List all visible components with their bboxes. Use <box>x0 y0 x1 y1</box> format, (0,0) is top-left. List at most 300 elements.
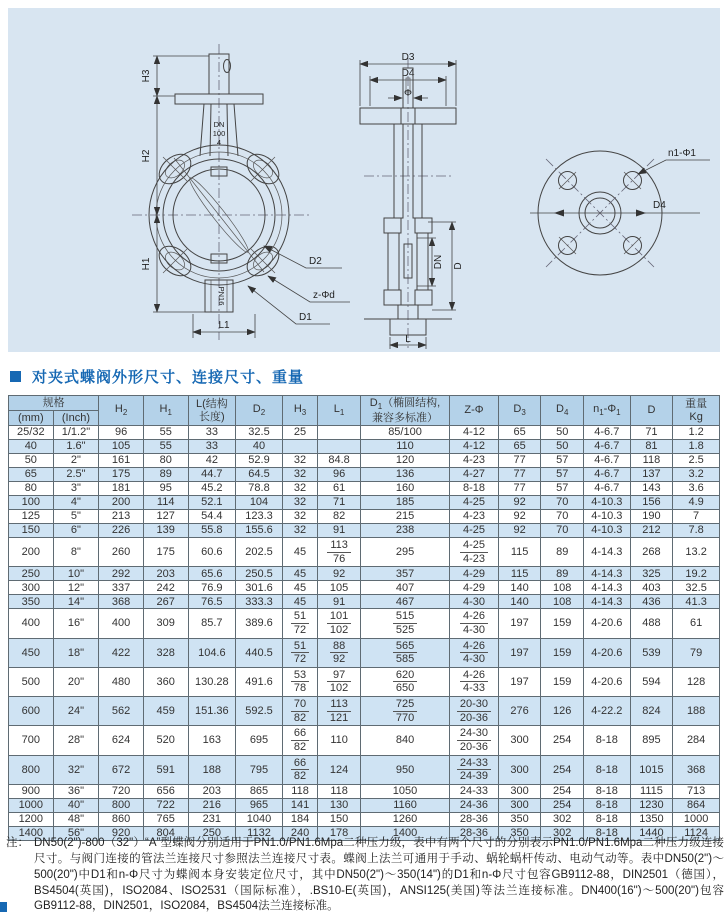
table-cell: 54.4 <box>188 510 236 524</box>
table-cell: 1000 <box>673 812 720 826</box>
table-cell: 8-18 <box>450 482 499 496</box>
table-row <box>9 426 720 440</box>
table-cell: 325 <box>630 567 673 581</box>
column-header: D <box>630 396 673 426</box>
table-cell: 3.2 <box>673 468 720 482</box>
table-row <box>9 726 720 755</box>
column-header: $n_1-\Phi_1$ <box>584 396 631 426</box>
table-cell: 1160 <box>360 798 449 812</box>
table-cell: 130 <box>318 798 361 812</box>
table-cell: 197 <box>498 638 541 667</box>
table-cell: 57 <box>541 468 584 482</box>
table-cell: 467 <box>360 595 449 609</box>
table-cell: 65 <box>9 468 54 482</box>
table-cell: 115 <box>498 567 541 581</box>
table-cell: $\frac{53}{78}$ <box>282 667 317 696</box>
table-cell: 300 <box>498 755 541 784</box>
table-cell: 89 <box>143 468 188 482</box>
table-cell: 71 <box>630 426 673 440</box>
table-cell: 19.2 <box>673 567 720 581</box>
table-cell: 24" <box>53 697 99 726</box>
table-cell: 78.8 <box>236 482 283 496</box>
table-cell: 1.6" <box>53 440 99 454</box>
table-cell: 25 <box>282 426 317 440</box>
table-cell: 45 <box>282 595 317 609</box>
table-cell: 70 <box>541 524 584 538</box>
table-cell: 40 <box>9 440 54 454</box>
table-cell: 4-14.3 <box>584 567 631 581</box>
table-cell: 268 <box>630 538 673 567</box>
table-cell: 24-36 <box>450 798 499 812</box>
table-cell: 118 <box>630 454 673 468</box>
column-header-spec: 规格 <box>9 396 99 411</box>
table-cell: 45 <box>282 581 317 595</box>
table-cell: 14" <box>53 595 99 609</box>
table-cell: 96 <box>318 468 361 482</box>
table-cell: 33 <box>188 426 236 440</box>
table-cell: 309 <box>143 609 188 638</box>
table-cell: 4-20.6 <box>584 609 631 638</box>
table-cell: 12" <box>53 581 99 595</box>
table-cell: 4-27 <box>450 468 499 482</box>
table-row <box>9 755 720 784</box>
table-cell: $\frac{4-26}{4-30}$ <box>450 638 499 667</box>
table-cell: 50 <box>541 426 584 440</box>
table-cell: 125 <box>9 510 54 524</box>
table-cell: 4-10.3 <box>584 510 631 524</box>
table-cell: 20" <box>53 667 99 696</box>
table-cell: 110 <box>318 726 361 755</box>
table-cell: $\frac{113}{121}$ <box>318 697 361 726</box>
table-cell: 89 <box>541 567 584 581</box>
table-cell: 920 <box>99 826 144 840</box>
table-cell: 5" <box>53 510 99 524</box>
table-cell: 175 <box>143 538 188 567</box>
table-cell: 276 <box>498 697 541 726</box>
table-cell: 562 <box>99 697 144 726</box>
table-cell: 161 <box>99 454 144 468</box>
table-cell: 32 <box>282 454 317 468</box>
table-cell: 1260 <box>360 812 449 826</box>
table-cell: 213 <box>99 510 144 524</box>
table-cell: 108 <box>541 595 584 609</box>
table-cell: 865 <box>236 784 283 798</box>
table-cell: 250 <box>9 567 54 581</box>
table-cell: 1440 <box>630 826 673 840</box>
column-header: $L_1$ <box>318 396 361 426</box>
table-cell: 181 <box>99 482 144 496</box>
table-cell: 860 <box>99 812 144 826</box>
table-cell: 4-23 <box>450 454 499 468</box>
table-cell: 188 <box>188 755 236 784</box>
table-cell: $\frac{66}{82}$ <box>282 726 317 755</box>
table-cell: 1.8 <box>673 440 720 454</box>
table-cell: $\frac{620}{650}$ <box>360 667 449 696</box>
dim-label-d4-flange: D4 <box>653 200 666 211</box>
table-cell: 4-10.3 <box>584 496 631 510</box>
table-cell: 900 <box>9 784 54 798</box>
table-cell: $\frac{515}{525}$ <box>360 609 449 638</box>
table-cell: 61 <box>318 482 361 496</box>
dim-label-d4-side: D4 <box>401 68 415 79</box>
table-cell: 720 <box>99 784 144 798</box>
table-cell: 65 <box>498 440 541 454</box>
table-cell: 123.3 <box>236 510 283 524</box>
table-cell: 254 <box>541 726 584 755</box>
table-cell: $\frac{4-26}{4-30}$ <box>450 609 499 638</box>
table-cell: 92 <box>498 496 541 510</box>
dimensions-table <box>8 395 720 841</box>
table-cell: 50 <box>9 454 54 468</box>
table-cell: $\frac{97}{102}$ <box>318 667 361 696</box>
table-cell <box>318 440 361 454</box>
table-cell: 200 <box>9 538 54 567</box>
section-title-text: 对夹式蝶阀外形尺寸、连接尺寸、重量 <box>32 369 305 386</box>
table-cell: 292 <box>99 567 144 581</box>
table-cell: 300 <box>498 726 541 755</box>
table-cell: 231 <box>188 812 236 826</box>
table-cell: 2.5 <box>673 454 720 468</box>
table-cell: 163 <box>188 726 236 755</box>
table-cell: 45 <box>282 538 317 567</box>
table-cell: 28-36 <box>450 826 499 840</box>
table-cell: $\frac{725}{770}$ <box>360 697 449 726</box>
table-cell: 77 <box>498 454 541 468</box>
flange-view-drawing <box>530 148 710 275</box>
valve-drawing <box>8 8 720 352</box>
table-row <box>9 440 720 454</box>
table-row <box>9 595 720 609</box>
table-cell: 700 <box>9 726 54 755</box>
front-view-drawing <box>132 44 350 340</box>
table-cell: 8-18 <box>584 826 631 840</box>
table-cell: $\frac{70}{82}$ <box>282 697 317 726</box>
table-cell: 300 <box>9 581 54 595</box>
table-cell: 250.5 <box>236 567 283 581</box>
table-cell: 4-12 <box>450 426 499 440</box>
column-header: $D_3$ <box>498 396 541 426</box>
table-cell: 104.6 <box>188 638 236 667</box>
table-cell: 4-25 <box>450 496 499 510</box>
table-cell: 4-30 <box>450 595 499 609</box>
table-row <box>9 468 720 482</box>
table-cell: 965 <box>236 798 283 812</box>
table-cell: 800 <box>99 798 144 812</box>
table-cell: 360 <box>143 667 188 696</box>
table-cell: 1400 <box>9 826 54 840</box>
table-cell: 128 <box>673 667 720 696</box>
table-cell: 216 <box>188 798 236 812</box>
table-cell: 151.36 <box>188 697 236 726</box>
table-cell: 950 <box>360 755 449 784</box>
table-cell: 600 <box>9 697 54 726</box>
table-cell: 1040 <box>236 812 283 826</box>
table-cell: 65.6 <box>188 567 236 581</box>
table-cell: 96 <box>99 426 144 440</box>
table-cell: 407 <box>360 581 449 595</box>
cast-mark-100: 100 <box>212 129 226 138</box>
table-cell: 440.5 <box>236 638 283 667</box>
table-cell: 795 <box>236 755 283 784</box>
table-cell: 800 <box>9 755 54 784</box>
table-cell: 539 <box>630 638 673 667</box>
table-row <box>9 538 720 567</box>
column-header: 重量 Kg <box>673 396 720 426</box>
table-cell: 120 <box>360 454 449 468</box>
table-cell: 36" <box>53 784 99 798</box>
table-cell: 4-29 <box>450 567 499 581</box>
table-cell: 141 <box>282 798 317 812</box>
table-cell: 8-18 <box>584 755 631 784</box>
table-cell: 77 <box>498 482 541 496</box>
column-header: $D_2$ <box>236 396 283 426</box>
section-bullet-icon <box>10 371 21 382</box>
technical-drawing-panel <box>8 8 720 352</box>
table-cell: 40" <box>53 798 99 812</box>
table-cell: 79 <box>673 638 720 667</box>
table-cell: 32 <box>282 510 317 524</box>
table-cell: 302 <box>541 812 584 826</box>
table-cell: 1000 <box>9 798 54 812</box>
table-cell <box>318 426 361 440</box>
table-row <box>9 667 720 696</box>
table-cell: 150 <box>318 812 361 826</box>
dim-label-l: L <box>405 334 411 345</box>
table-cell: 28-36 <box>450 812 499 826</box>
table-cell: 480 <box>99 667 144 696</box>
table-cell: 50 <box>541 440 584 454</box>
table-cell: $\frac{66}{82}$ <box>282 755 317 784</box>
table-cell: 4-12 <box>450 440 499 454</box>
table-cell: 130.28 <box>188 667 236 696</box>
table-row <box>9 784 720 798</box>
table-cell: 184 <box>282 812 317 826</box>
table-row <box>9 697 720 726</box>
table-cell: 104 <box>236 496 283 510</box>
dim-label-h1: H1 <box>141 257 152 271</box>
table-cell: 864 <box>673 798 720 812</box>
table-cell: 44.7 <box>188 468 236 482</box>
table-cell: 436 <box>630 595 673 609</box>
table-cell: 159 <box>541 609 584 638</box>
table-cell: 368 <box>99 595 144 609</box>
table-cell: 459 <box>143 697 188 726</box>
table-cell: 895 <box>630 726 673 755</box>
table-cell: 295 <box>360 538 449 567</box>
table-cell: 24-33 <box>450 784 499 798</box>
table-cell: 80 <box>9 482 54 496</box>
table-cell: 32.5 <box>236 426 283 440</box>
table-cell: 76.5 <box>188 595 236 609</box>
table-cell: 7 <box>673 510 720 524</box>
table-cell: 45 <box>282 567 317 581</box>
header-row <box>9 396 720 411</box>
table-cell: 108 <box>541 581 584 595</box>
table-cell: 824 <box>630 697 673 726</box>
table-row <box>9 609 720 638</box>
table-cell: 592.5 <box>236 697 283 726</box>
table-cell: 41.3 <box>673 595 720 609</box>
table-cell: 139 <box>143 524 188 538</box>
table-cell: 92 <box>318 567 361 581</box>
table-cell: 4-6.7 <box>584 468 631 482</box>
table-cell: 520 <box>143 726 188 755</box>
table-cell: 284 <box>673 726 720 755</box>
table-cell: 765 <box>143 812 188 826</box>
table-cell: 713 <box>673 784 720 798</box>
table-cell: 155.6 <box>236 524 283 538</box>
table-cell: 28" <box>53 726 99 755</box>
table-cell: 1230 <box>630 798 673 812</box>
table-row <box>9 510 720 524</box>
table-cell: 64.5 <box>236 468 283 482</box>
table-cell: 91 <box>318 595 361 609</box>
table-cell: 491.6 <box>236 667 283 696</box>
table-cell <box>282 440 317 454</box>
table-cell: 403 <box>630 581 673 595</box>
table-container <box>8 395 720 841</box>
table-cell: 594 <box>630 667 673 696</box>
dim-label-n1-phi1: n1-Φ1 <box>668 148 696 159</box>
table-cell: 254 <box>541 798 584 812</box>
table-row <box>9 581 720 595</box>
table-cell: 61 <box>673 609 720 638</box>
table-cell: 85/100 <box>360 426 449 440</box>
table-cell: 71 <box>318 496 361 510</box>
table-cell: 70 <box>541 496 584 510</box>
column-header: L(结构 长度) <box>188 396 236 426</box>
table-cell: 203 <box>143 567 188 581</box>
table-cell: 65 <box>498 426 541 440</box>
table-cell: 8-18 <box>584 784 631 798</box>
table-cell: 350 <box>498 826 541 840</box>
column-header: $H_3$ <box>282 396 317 426</box>
table-cell: 13.2 <box>673 538 720 567</box>
table-cell: 3.6 <box>673 482 720 496</box>
table-cell: 422 <box>99 638 144 667</box>
table-cell: 81 <box>630 440 673 454</box>
table-cell: 1/1.2" <box>53 426 99 440</box>
column-header: Z-Φ <box>450 396 499 426</box>
table-cell: 591 <box>143 755 188 784</box>
table-cell: 350 <box>498 812 541 826</box>
table-cell: 82 <box>318 510 361 524</box>
table-cell: $\frac{101}{102}$ <box>318 609 361 638</box>
table-cell: 254 <box>541 755 584 784</box>
table-cell: 105 <box>318 581 361 595</box>
table-cell: 32 <box>282 482 317 496</box>
table-row <box>9 638 720 667</box>
table-cell: 267 <box>143 595 188 609</box>
table-cell: $\frac{24-30}{20-36}$ <box>450 726 499 755</box>
table-cell: 215 <box>360 510 449 524</box>
table-cell: 156 <box>630 496 673 510</box>
table-cell: 114 <box>143 496 188 510</box>
table-cell: 42 <box>188 454 236 468</box>
column-header: (mm) <box>9 411 54 426</box>
table-cell: $\frac{113}{76}$ <box>318 538 361 567</box>
table-row <box>9 812 720 826</box>
table-cell: 4-14.3 <box>584 595 631 609</box>
table-cell: 60.6 <box>188 538 236 567</box>
table-cell: 4" <box>53 496 99 510</box>
table-cell: 18" <box>53 638 99 667</box>
table-cell: 127 <box>143 510 188 524</box>
table-cell: 8" <box>53 538 99 567</box>
dim-label-h3: H3 <box>141 69 152 83</box>
table-cell: 56" <box>53 826 99 840</box>
table-cell: 48" <box>53 812 99 826</box>
table-cell: 4-22.2 <box>584 697 631 726</box>
cast-mark-4: 4 <box>216 138 222 147</box>
table-cell: 8-18 <box>584 812 631 826</box>
dim-label-d2: D2 <box>309 256 322 267</box>
table-cell: $\frac{20-30}{20-36}$ <box>450 697 499 726</box>
table-cell: 1124 <box>673 826 720 840</box>
dim-label-z-phi-d: z-Φd <box>313 290 335 301</box>
table-cell: 115 <box>498 538 541 567</box>
column-header: $H_2$ <box>99 396 144 426</box>
side-section-drawing <box>360 52 464 349</box>
table-cell: 32.5 <box>673 581 720 595</box>
table-cell: 1350 <box>630 812 673 826</box>
table-cell: 91 <box>318 524 361 538</box>
table-cell: 695 <box>236 726 283 755</box>
table-cell: 4-6.7 <box>584 440 631 454</box>
table-cell: 7.8 <box>673 524 720 538</box>
table-cell: 25/32 <box>9 426 54 440</box>
dim-label-l1: L1 <box>218 320 230 331</box>
table-cell: 197 <box>498 609 541 638</box>
table-cell: $\frac{4-25}{4-23}$ <box>450 538 499 567</box>
table-cell: 178 <box>318 826 361 840</box>
table-cell: 4-14.3 <box>584 538 631 567</box>
table-cell: 2.5" <box>53 468 99 482</box>
column-header: $H_1$ <box>143 396 188 426</box>
table-cell: 85.7 <box>188 609 236 638</box>
column-header: $D_1$（椭圆结构, 兼容多标准） <box>360 396 449 426</box>
table-cell: 500 <box>9 667 54 696</box>
table-cell: 76.9 <box>188 581 236 595</box>
table-row <box>9 524 720 538</box>
table-cell: 126 <box>541 697 584 726</box>
table-cell: $\frac{51}{72}$ <box>282 609 317 638</box>
table-cell: 4-23 <box>450 510 499 524</box>
table-cell: 32 <box>282 468 317 482</box>
table-cell: 328 <box>143 638 188 667</box>
table-cell: 389.6 <box>236 609 283 638</box>
table-cell: 55 <box>143 426 188 440</box>
table-cell: 143 <box>630 482 673 496</box>
table-cell: 140 <box>498 595 541 609</box>
table-cell: 4-10.3 <box>584 524 631 538</box>
table-cell: 105 <box>99 440 144 454</box>
table-cell: 1115 <box>630 784 673 798</box>
table-cell: 368 <box>673 755 720 784</box>
table-cell: 190 <box>630 510 673 524</box>
table-cell: 203 <box>188 784 236 798</box>
table-cell: 16" <box>53 609 99 638</box>
table-cell: 175 <box>99 468 144 482</box>
table-cell: 1200 <box>9 812 54 826</box>
table-cell: 4-25 <box>450 524 499 538</box>
table-cell: 260 <box>99 538 144 567</box>
table-cell: 92 <box>498 524 541 538</box>
table-cell: 4-29 <box>450 581 499 595</box>
table-cell: 4-14.3 <box>584 581 631 595</box>
table-row <box>9 454 720 468</box>
cast-mark-pn16: PN16 <box>217 286 226 306</box>
